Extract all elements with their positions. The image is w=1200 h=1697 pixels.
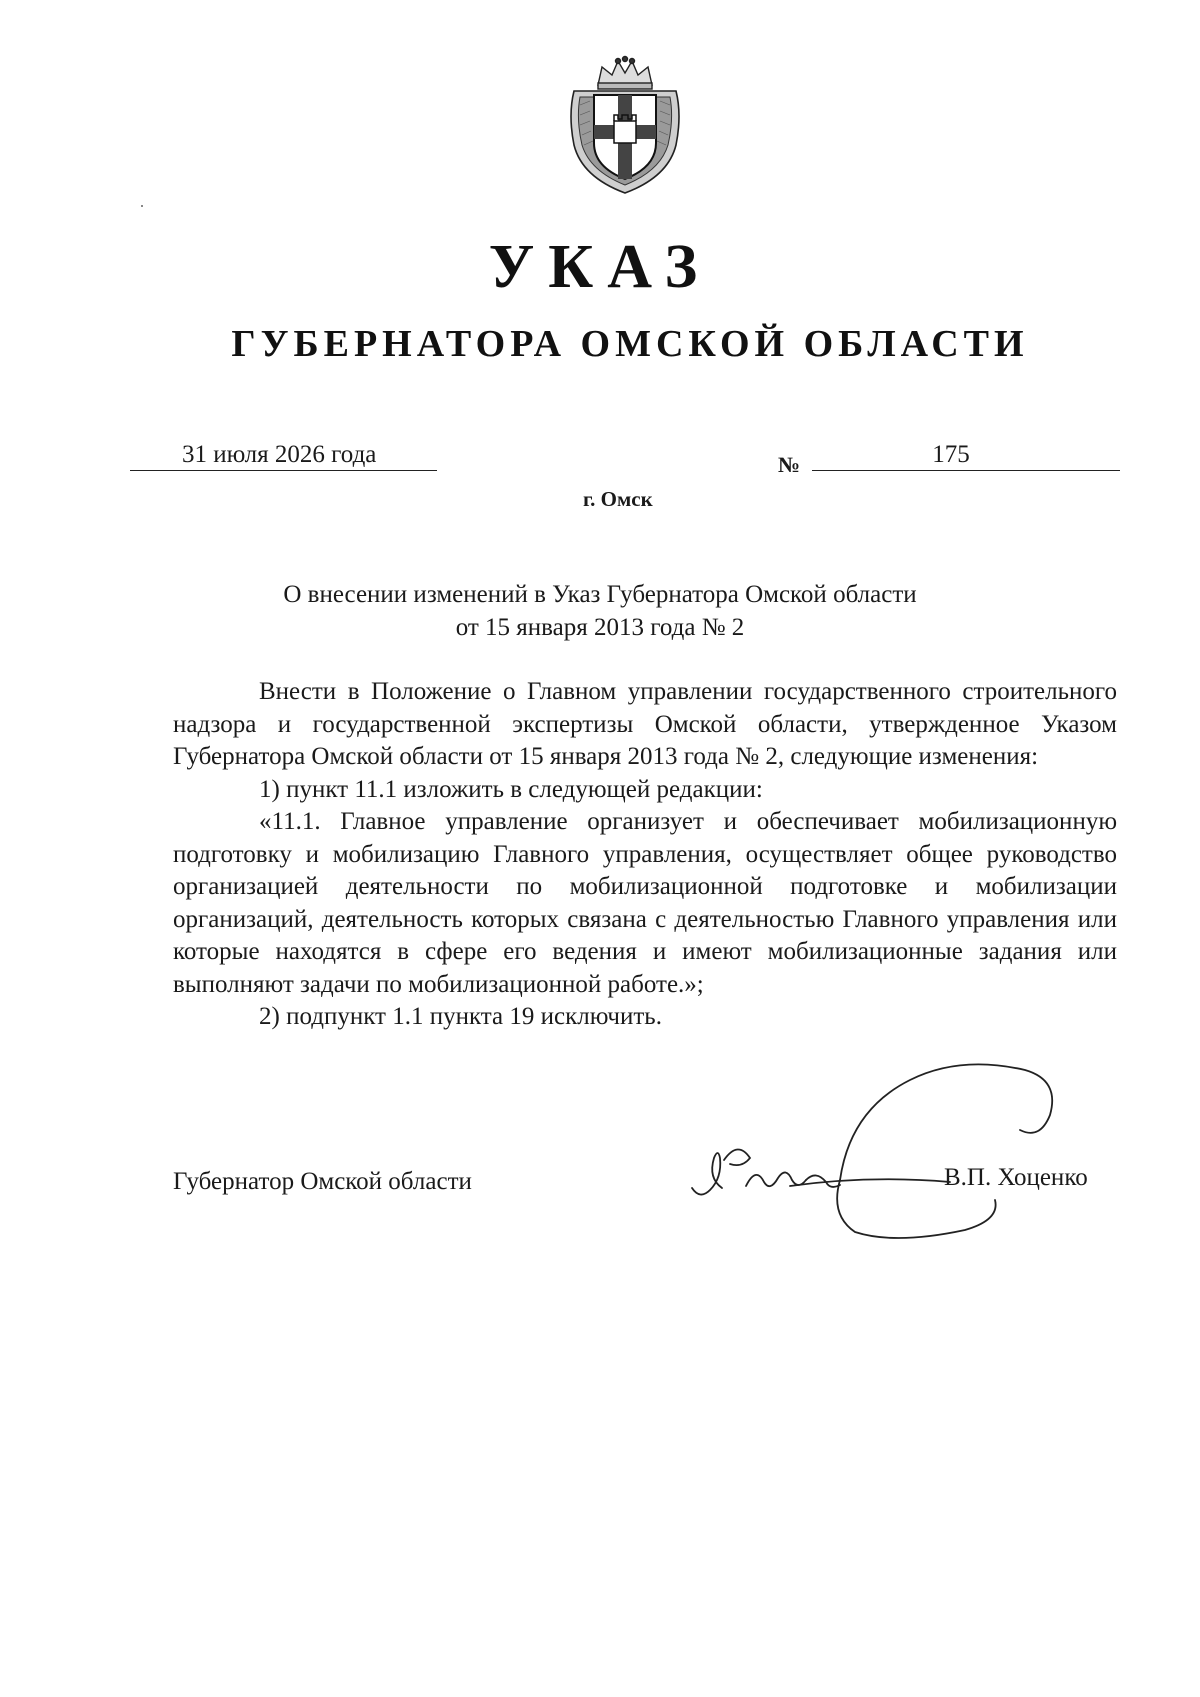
coat-of-arms-icon xyxy=(560,55,690,195)
subject-line-1: О внесении изменений в Указ Губернатора Омской области xyxy=(283,581,917,608)
document-date: 31 июля 2026 года xyxy=(130,440,437,471)
body-paragraph-4: 2) подпункт 1.1 пункта 19 исключить. xyxy=(259,1003,662,1030)
document-subject xyxy=(0,578,1200,644)
body-paragraph-1: Внести в Положение о Главном управлении государственного строительного надзора и государственной экспертизы Омской области, утвержденное Указом Губернатора Омской области от 15 января 2013 года № 2, следующие изменения: xyxy=(173,678,1117,770)
body-paragraph-3: «11.1. Главное управление организует и обеспечивает мобилизационную подготовку и мобилизацию Главного управления, осуществляет общее руководство организацией деятельности по мобилизационной подготовке и мобилизации организаций, деятельность которых связана с деятельностью Главного управления или которые находятся в сфере его ведения и имеют мобилизационные задания или выполняют задачи по мобилизационной работе.»; xyxy=(173,808,1117,998)
handwritten-signature xyxy=(680,1040,1080,1250)
number-label: № xyxy=(778,452,801,477)
signatory-name: В.П. Хоценко xyxy=(944,1164,1088,1191)
scan-artifact-dot xyxy=(141,205,143,207)
document-body xyxy=(173,676,1117,1034)
document-subtitle: ГУБЕРНАТОРА ОМСКОЙ ОБЛАСТИ xyxy=(231,323,1029,365)
document-city: г. Омск xyxy=(583,487,653,511)
signatory-position: Губернатор Омской области xyxy=(173,1168,472,1195)
document-title: УКАЗ xyxy=(488,233,712,301)
subject-line-2: от 15 января 2013 года № 2 xyxy=(455,614,745,641)
body-paragraph-2: 1) пункт 11.1 изложить в следующей редакции: xyxy=(259,775,763,803)
document-number: 175 xyxy=(812,440,1120,471)
